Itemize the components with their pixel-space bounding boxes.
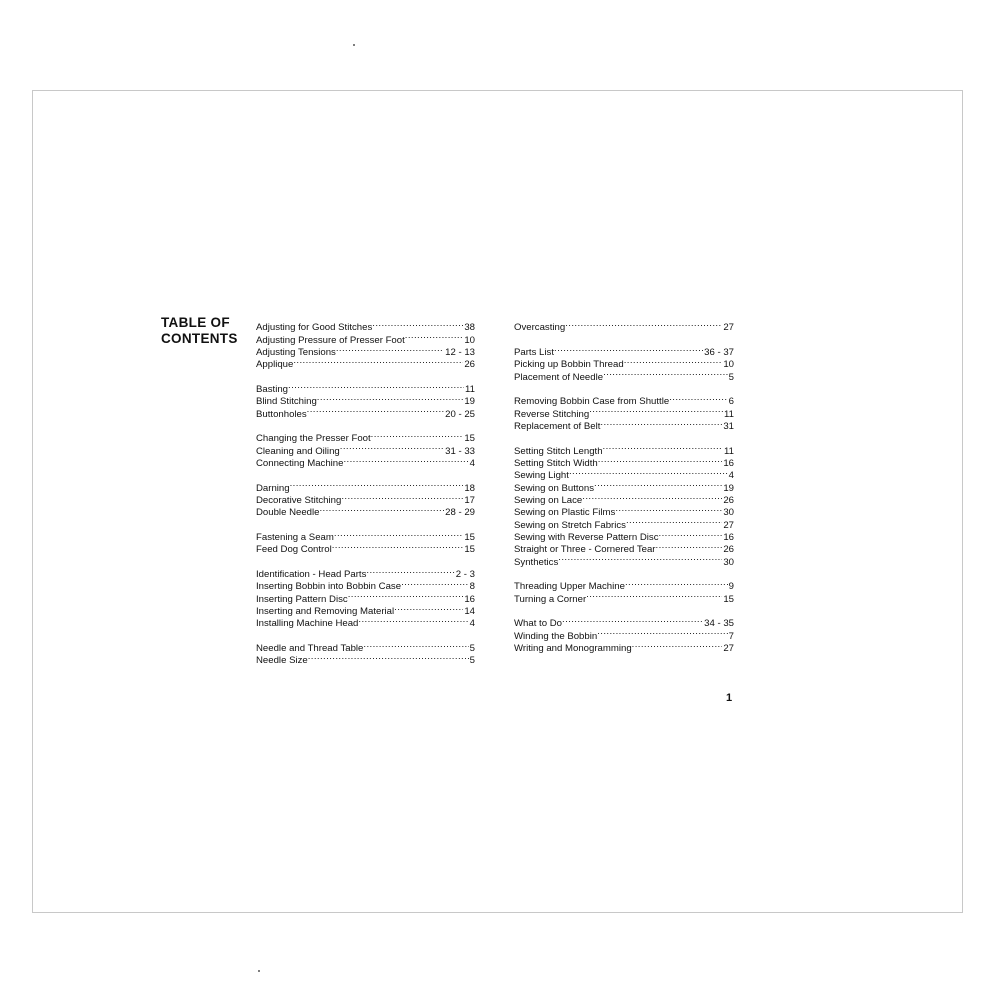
- toc-entry: [256, 528, 475, 543]
- dot-leader: [288, 380, 464, 392]
- toc-entry-page: 27: [723, 322, 734, 334]
- toc-entry: [256, 318, 475, 334]
- toc-entry-label: Decorative Stitching: [256, 495, 342, 507]
- toc-entry-label: Threading Upper Machine: [514, 581, 625, 593]
- toc-entry-label: Applique: [256, 359, 294, 371]
- dot-leader: [603, 441, 723, 453]
- toc-entry-label: Removing Bobbin Case from Shuttle: [514, 396, 670, 408]
- toc-entry-page: 16: [464, 593, 475, 605]
- dot-leader: [659, 528, 723, 540]
- toc-entry-page: 26: [723, 544, 734, 556]
- page-number: 1: [726, 692, 733, 704]
- toc-entry-page: 10: [723, 359, 734, 371]
- toc-group: [514, 343, 734, 383]
- dot-leader: [307, 404, 444, 416]
- toc-entry-page: 11: [465, 384, 475, 396]
- dot-leader: [372, 318, 463, 330]
- toc-entry-page: 4: [469, 458, 475, 470]
- dot-leader: [558, 552, 722, 564]
- dot-leader: [569, 466, 728, 478]
- dot-leader: [589, 404, 723, 416]
- toc-entry: [514, 343, 734, 358]
- dot-leader: [366, 565, 454, 577]
- toc-entry-page: 5: [469, 643, 475, 654]
- toc-entry-page: 8: [469, 581, 475, 593]
- dot-leader: [394, 602, 463, 614]
- dot-leader: [624, 355, 723, 367]
- toc-entry-label: Synthetics: [514, 556, 559, 568]
- toc-group: [256, 429, 475, 470]
- scan-speck: [258, 970, 260, 972]
- toc-entry-page: 18: [464, 482, 475, 494]
- toc-group: [514, 577, 734, 605]
- toc-group: [514, 392, 734, 432]
- toc-entry-page: 7: [728, 630, 734, 642]
- toc-group: [514, 441, 734, 568]
- dot-leader: [341, 491, 463, 503]
- toc-entry-page: 17: [464, 495, 475, 507]
- toc-entry-page: 31 - 33: [445, 445, 475, 457]
- dot-leader: [656, 540, 723, 552]
- toc-entry-page: 36 - 37: [704, 346, 734, 358]
- toc-group: [256, 380, 475, 420]
- dot-leader: [334, 528, 463, 540]
- toc-entry-label: Needle Size: [256, 655, 308, 667]
- dot-leader: [582, 491, 722, 503]
- toc-entry-page: 31: [723, 421, 734, 432]
- toc-entry-label: Identification - Head Parts: [256, 568, 367, 580]
- scan-speck: [353, 44, 355, 46]
- toc-entry-label: Straight or Three - Cornered Tear: [514, 544, 656, 556]
- toc-entry-label: Turning a Corner: [514, 593, 587, 605]
- dot-leader: [669, 392, 727, 404]
- toc-entry-label: Parts List: [514, 346, 554, 358]
- toc-entry-label: Fastening a Seam: [256, 532, 334, 543]
- toc-entry-page: 26: [723, 495, 734, 507]
- toc-entry-page: 2 - 3: [455, 568, 475, 580]
- toc-entry-page: 30: [723, 556, 734, 568]
- toc-entry-label: Blind Stitching: [256, 396, 317, 408]
- toc-entry-label: Adjusting Tensions: [256, 347, 336, 359]
- toc-entry-page: 11: [724, 445, 734, 457]
- dot-leader: [632, 639, 723, 651]
- dot-leader: [290, 478, 464, 490]
- toc-entry-label: Needle and Thread Table: [256, 643, 364, 654]
- dot-leader: [363, 639, 468, 651]
- toc-entry-label: Connecting Machine: [256, 458, 344, 470]
- toc-entry-label: Installing Machine Head: [256, 618, 359, 630]
- toc-entry-page: 26: [464, 359, 475, 371]
- toc-entry: [514, 441, 734, 457]
- toc-entry-label: Basting: [256, 384, 288, 396]
- toc-entry-label: Cleaning and Oiling: [256, 445, 340, 457]
- toc-entry: [256, 380, 475, 396]
- toc-entry: [256, 478, 475, 494]
- dot-leader: [336, 343, 444, 355]
- toc-entry: [514, 392, 734, 408]
- dot-leader: [401, 577, 469, 589]
- dot-leader: [594, 478, 722, 490]
- toc-entry-label: Inserting Pattern Disc: [256, 593, 348, 605]
- toc-entry-page: 38: [464, 322, 475, 334]
- toc-entry-page: 19: [723, 482, 734, 494]
- toc-entry-label: Winding the Bobbin: [514, 630, 598, 642]
- dot-leader: [348, 589, 464, 601]
- toc-entry-label: Reverse Stitching: [514, 408, 590, 420]
- dot-leader: [371, 429, 464, 441]
- dot-leader: [565, 318, 722, 330]
- dot-leader: [358, 614, 468, 626]
- toc-group: [256, 639, 475, 667]
- toc-entry-label: Adjusting Pressure of Presser Foot: [256, 334, 405, 346]
- toc-entry-label: Writing and Monogramming: [514, 643, 632, 655]
- toc-entry-label: Setting Stitch Length: [514, 445, 603, 457]
- toc-entry-page: 16: [723, 532, 734, 544]
- toc-group: [256, 478, 475, 519]
- dot-leader: [598, 454, 723, 466]
- toc-entry-page: 30: [723, 507, 734, 519]
- dot-leader: [554, 343, 703, 355]
- toc-entry-label: Adjusting for Good Stitches: [256, 322, 373, 334]
- toc-entry-label: Overcasting: [514, 322, 566, 334]
- toc-entry: [256, 639, 475, 654]
- toc-entry-label: Sewing on Buttons: [514, 482, 595, 494]
- toc-group: [514, 318, 734, 334]
- toc-entry-label: Sewing Light: [514, 470, 569, 482]
- toc-entry-label: Sewing on Lace: [514, 495, 583, 507]
- toc-entry-label: What to Do: [514, 618, 562, 630]
- dot-leader: [317, 392, 464, 404]
- toc-entry-page: 10: [464, 334, 475, 346]
- dot-leader: [293, 355, 463, 367]
- dot-leader: [562, 614, 703, 626]
- toc-heading: [161, 315, 238, 347]
- toc-entry-page: 14: [464, 606, 475, 618]
- toc-entry-label: Inserting Bobbin into Bobbin Case: [256, 581, 402, 593]
- toc-column-left: [256, 318, 475, 676]
- dot-leader: [586, 589, 722, 601]
- toc-entry: [514, 614, 734, 630]
- toc-entry-page: 5: [469, 655, 475, 667]
- toc-column-right: [514, 318, 734, 663]
- toc-entry-page: 11: [724, 408, 734, 420]
- toc-entry-page: 5: [728, 371, 734, 383]
- toc-entry: [256, 392, 475, 408]
- toc-entry-label: Sewing with Reverse Pattern Disc: [514, 532, 659, 544]
- dot-leader: [615, 503, 722, 515]
- dot-leader: [308, 651, 469, 663]
- toc-entry-label: Setting Stitch Width: [514, 457, 598, 469]
- toc-group: [256, 528, 475, 556]
- toc-entry-page: 34 - 35: [704, 618, 734, 630]
- toc-entry-page: 27: [723, 519, 734, 531]
- toc-entry-page: 15: [464, 544, 475, 556]
- dot-leader: [319, 503, 444, 515]
- toc-entry-label: Inserting and Removing Material: [256, 606, 395, 618]
- page-frame: [32, 90, 963, 913]
- toc-entry-label: Double Needle: [256, 507, 320, 519]
- toc-entry-page: 9: [728, 581, 734, 593]
- toc-entry-label: Sewing on Stretch Fabrics: [514, 519, 626, 531]
- toc-entry-label: Placement of Needle: [514, 371, 604, 383]
- toc-entry-label: Replacement of Belt: [514, 421, 601, 432]
- dot-leader: [405, 330, 464, 342]
- toc-entry-label: Buttonholes: [256, 408, 307, 420]
- toc-entry-page: 4: [728, 470, 734, 482]
- dot-leader: [597, 626, 727, 638]
- toc-entry-page: 12 - 13: [445, 347, 475, 359]
- toc-entry-page: 28 - 29: [445, 507, 475, 519]
- toc-entry-page: 15: [464, 532, 475, 543]
- dot-leader: [603, 367, 728, 379]
- toc-entry: [514, 318, 734, 334]
- toc-entry-label: Changing the Presser Foot: [256, 433, 371, 445]
- dot-leader: [332, 540, 464, 552]
- toc-entry-page: 4: [469, 618, 475, 630]
- toc-group: [514, 614, 734, 655]
- toc-group: [256, 565, 475, 630]
- toc-entry-label: Feed Dog Control: [256, 544, 332, 556]
- toc-entry: [256, 565, 475, 580]
- toc-entry-page: 27: [723, 643, 734, 655]
- toc-entry-page: 6: [728, 396, 734, 408]
- toc-entry-label: Sewing on Plastic Films: [514, 507, 616, 519]
- dot-leader: [626, 515, 722, 527]
- toc-entry-page: 19: [464, 396, 475, 408]
- dot-leader: [600, 417, 722, 429]
- toc-group: [256, 318, 475, 371]
- toc-heading-line-1: TABLE OF: [161, 315, 230, 330]
- toc-entry-label: Picking up Bobbin Thread: [514, 359, 624, 371]
- dot-leader: [625, 577, 728, 589]
- dot-leader: [340, 441, 444, 453]
- toc-entry-page: 15: [723, 593, 734, 605]
- toc-entry: [256, 429, 475, 445]
- toc-entry-label: Darning: [256, 482, 290, 494]
- dot-leader: [343, 454, 468, 466]
- toc-heading-line-2: CONTENTS: [161, 331, 238, 346]
- toc-entry-page: 16: [723, 457, 734, 469]
- toc-entry: [514, 577, 734, 593]
- toc-entry-page: 20 - 25: [445, 408, 475, 420]
- toc-entry-page: 15: [464, 433, 475, 445]
